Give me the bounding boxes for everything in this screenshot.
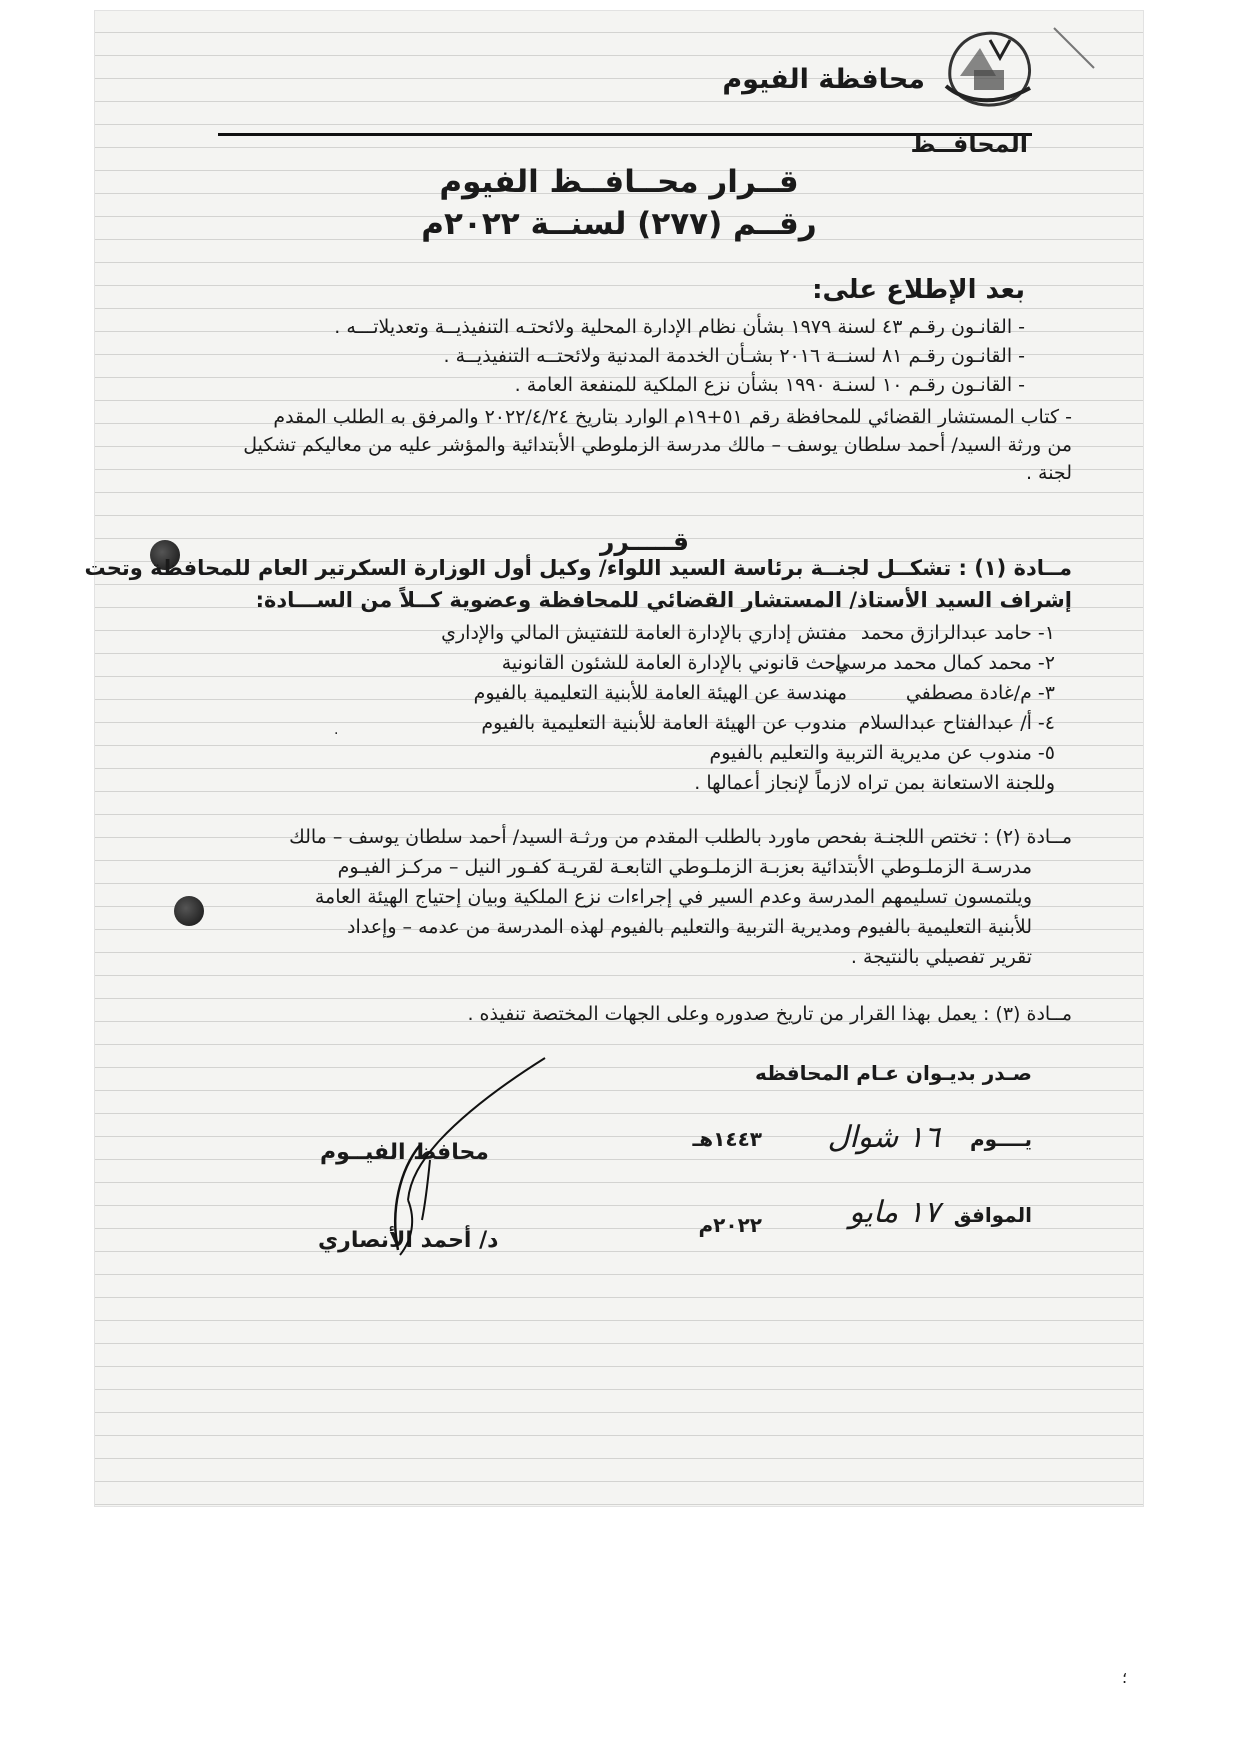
corresponding-label: الموافق [953, 1203, 1032, 1227]
member-role: مفتش إداري بالإدارة العامة للتفتيش المالي والإداري [441, 622, 847, 644]
preamble-item: - القانـون رقـم ١٠ لسنـة ١٩٩٠ بشأن نزع الملكية للمنفعة العامة . [514, 374, 1025, 396]
hijri-year: ١٤٤٣هـ [692, 1127, 762, 1151]
issued-line: صـدر بديـوان عـام المحافظه [754, 1061, 1032, 1085]
scan-speck: · [334, 726, 339, 742]
handwritten-signature [360, 1050, 560, 1260]
member-name: ٥- مندوب عن مديرية التربية والتعليم بالفيوم [709, 742, 1055, 764]
issued-day-label: يــــوم [969, 1127, 1032, 1151]
member-name: ٤- أ/ عبدالفتاح عبدالسلام [858, 712, 1055, 734]
article-1-closing: وللجنة الاستعانة بمن تراه لازماً لإنجاز أعمالها . [694, 772, 1055, 794]
member-role: مندوب عن الهيئة العامة للأبنية التعليمية بالفيوم [481, 712, 847, 734]
article-2-line: ويلتمسون تسليمهم المدرسة وعدم السير في إجراءات نزع الملكية وبيان إحتياج الهيئة العامة [314, 886, 1032, 908]
governor-office-label: المحافــظ [910, 130, 1028, 158]
greg-day-month: ١٧ مايو [849, 1195, 940, 1230]
page-corner-mark: ؛ [1122, 1668, 1128, 1687]
member-name: ١- حامد عبدالرازق محمد [860, 622, 1055, 644]
article-1-line: إشراف السيد الأستاذ/ المستشار القضائي للمحافظة وعضوية كــلاً من الســـادة: [255, 588, 1072, 612]
signatory-title: محافظ الفيــوم [320, 1140, 489, 1165]
article-2-line: للأبنية التعليمية بالفيوم ومديرية التربية والتعليم بالفيوم لهذه المدرسة من عدمه – وإعداد [347, 916, 1032, 938]
preamble-item: - القانـون رقـم ٨١ لسنــة ٢٠١٦ بشـأن الخدمة المدنية ولائحتــه التنفيذيــة . [443, 345, 1025, 367]
signatory-name: د/ أحمد الأنصاري [318, 1228, 499, 1253]
governorate-name: محافظة الفيوم [722, 64, 925, 95]
preamble-item: - كتاب المستشار القضائي للمحافظة رقم ٥١+١٩م الوارد بتاريخ ٢٠٢٢/٤/٢٤ والمرفق به الطلب المقدم [273, 406, 1072, 428]
preamble-heading: بعد الإطلاع على: [812, 275, 1025, 305]
preamble-item: لجنة . [1025, 462, 1072, 484]
article-2-line: مدرسـة الزملـوطي الأبتدائية بعزبـة الزملـوطي التابعـة لقريـة كفـور النيل – مركـز الفيـوم [337, 856, 1032, 878]
member-name: ٣- م/غادة مصطفي [905, 682, 1055, 704]
greg-year: ٢٠٢٢م [698, 1213, 762, 1237]
member-role: مهندسة عن الهيئة العامة للأبنية التعليمية بالفيوم [473, 682, 847, 704]
decision-heading: قـــــرر [600, 527, 690, 556]
article-3-text: مــادة (٣) : يعمل بهذا القرار من تاريخ صدوره وعلى الجهات المختصة تنفيذه . [467, 1003, 1072, 1025]
article-2-line: مــادة (٢) : تختص اللجنـة بفحص ماورد بالطلب المقدم من ورثـة السيد/ أحمد سلطان يوسف – مالك [289, 826, 1072, 848]
pen-stroke-mark [1050, 24, 1100, 74]
decision-number: رقــم (٢٧٧) لسنــة ٢٠٢٢م [421, 206, 817, 242]
member-name: ٢- محمد كمال محمد مرسي [834, 652, 1055, 674]
member-role: باحث قانوني بالإدارة العامة للشئون القانونية [501, 652, 847, 674]
decision-title: قــرار محــافــظ الفيوم [439, 164, 799, 200]
punch-hole [174, 896, 204, 926]
preamble-item: من ورثة السيد/ أحمد سلطان يوسف – مالك مدرسة الزملوطي الأبتدائية والمؤشر عليه من معاليكم تشكيل [243, 434, 1072, 456]
fayoum-seal-icon [930, 18, 1042, 112]
hijri-day-month: ١٦ شوال [827, 1120, 940, 1155]
article-1-line: مــادة (١) : تشكــل لجنــة برئاسة السيد اللواء/ وكيل أول الوزارة السكرتير العام للمحافظة وتحت [84, 556, 1072, 580]
preamble-item: - القانـون رقـم ٤٣ لسنة ١٩٧٩ بشأن نظام الإدارة المحلية ولائحتـه التنفيذيــة وتعديلاتـــه . [334, 316, 1025, 338]
article-2-line: تقرير تفصيلي بالنتيجة . [850, 946, 1032, 968]
